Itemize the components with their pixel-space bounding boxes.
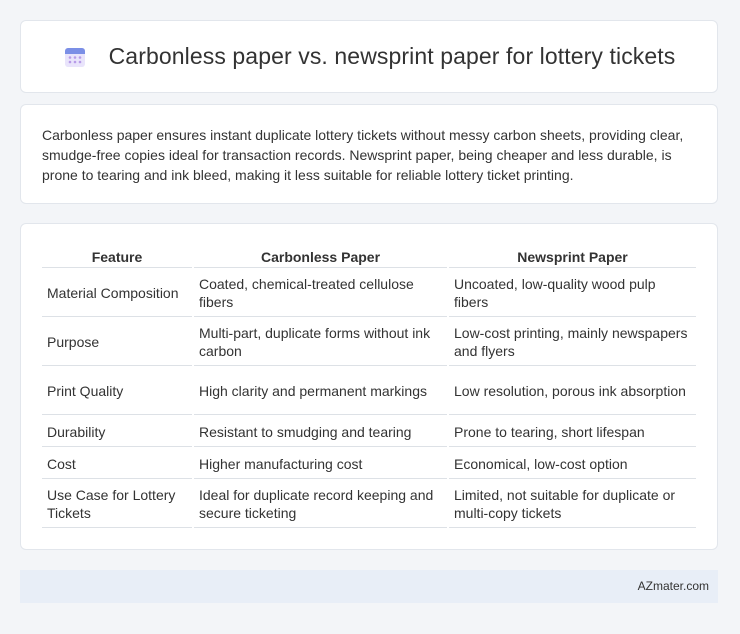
calendar-icon bbox=[63, 45, 87, 69]
feature-cell: Cost bbox=[42, 449, 192, 479]
table-row bbox=[42, 270, 696, 317]
comparison-table-card bbox=[20, 223, 718, 550]
carbonless-cell: Resistant to smudging and tearing bbox=[194, 417, 447, 447]
title-card bbox=[20, 20, 718, 93]
feature-cell: Durability bbox=[42, 417, 192, 447]
carbonless-cell: Multi-part, duplicate forms without ink carbon bbox=[194, 319, 447, 366]
feature-cell: Use Case for Lottery Tickets bbox=[42, 481, 192, 528]
comparison-table bbox=[40, 244, 698, 530]
footer-bar bbox=[20, 570, 718, 603]
header-carbonless: Carbonless Paper bbox=[194, 246, 447, 268]
table-header-row bbox=[42, 246, 696, 268]
carbonless-cell: Ideal for duplicate record keeping and secure ticketing bbox=[194, 481, 447, 528]
header-newsprint: Newsprint Paper bbox=[449, 246, 696, 268]
table-row bbox=[42, 481, 696, 528]
feature-cell: Print Quality bbox=[42, 368, 192, 415]
feature-cell: Material Composition bbox=[42, 270, 192, 317]
table-row bbox=[42, 417, 696, 447]
newsprint-cell: Low resolution, porous ink absorption bbox=[449, 368, 696, 415]
newsprint-cell: Economical, low-cost option bbox=[449, 449, 696, 479]
newsprint-cell: Prone to tearing, short lifespan bbox=[449, 417, 696, 447]
newsprint-cell: Limited, not suitable for duplicate or multi-copy tickets bbox=[449, 481, 696, 528]
footer-brand: AZmater.com bbox=[637, 579, 709, 593]
summary-card bbox=[20, 104, 718, 204]
table-row bbox=[42, 368, 696, 415]
carbonless-cell: High clarity and permanent markings bbox=[194, 368, 447, 415]
feature-cell: Purpose bbox=[42, 319, 192, 366]
carbonless-cell: Coated, chemical-treated cellulose fibers bbox=[194, 270, 447, 317]
carbonless-cell: Higher manufacturing cost bbox=[194, 449, 447, 479]
table-row bbox=[42, 319, 696, 366]
header-feature: Feature bbox=[42, 246, 192, 268]
page-title: Carbonless paper vs. newsprint paper for lottery tickets bbox=[108, 43, 676, 69]
summary-text: Carbonless paper ensures instant duplicate lottery tickets without messy carbon sheets, providing clear, smudge-free copies ideal for transaction records. Newsprint paper, being cheaper and less durable, is prone to tearing and ink bleed, making it less suitable for reliable lottery ticket printing. bbox=[42, 127, 684, 183]
table-row bbox=[42, 449, 696, 479]
newsprint-cell: Uncoated, low-quality wood pulp fibers bbox=[449, 270, 696, 317]
newsprint-cell: Low-cost printing, mainly newspapers and flyers bbox=[449, 319, 696, 366]
